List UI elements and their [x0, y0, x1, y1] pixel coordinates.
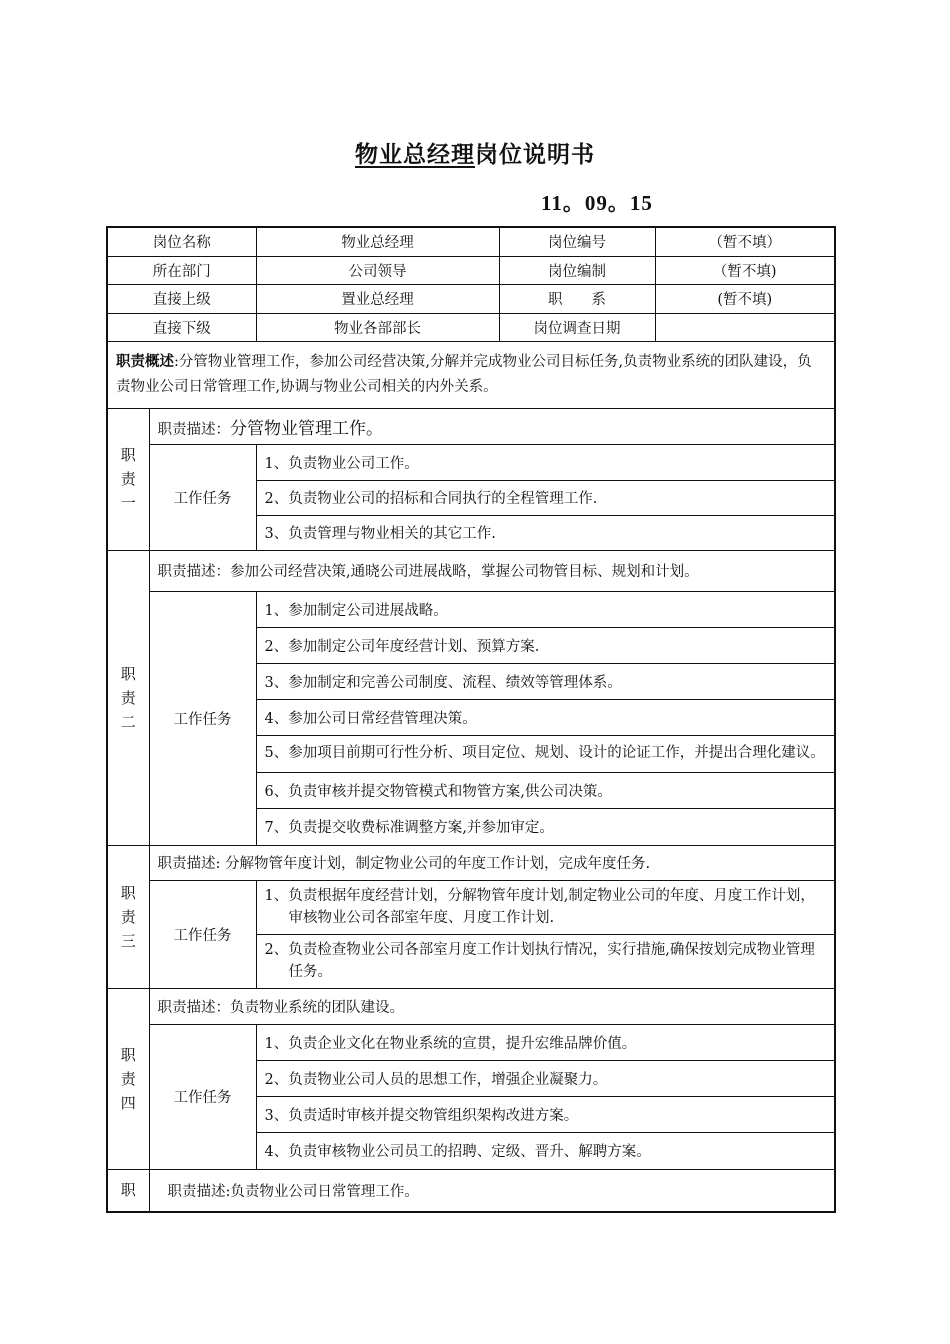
info-row-department — [107, 256, 835, 284]
duty-3-desc-text: 分解物管年度计划，制定物业公司的年度工作计划，完成年度任务. — [225, 856, 651, 872]
task-row — [107, 591, 835, 627]
value-post-name: 物业总经理 — [256, 227, 499, 256]
duty-4-task-2: 2、负责物业公司人员的思想工作，增强企业凝聚力。 — [256, 1060, 835, 1096]
duty-1-desc-text: 分管物业管理工作。 — [230, 418, 383, 439]
duty-2-task-5: 5、参加项目前期可行性分析、项目定位、规划、设计的论证工作，并提出合理化建议。 — [256, 735, 835, 772]
duty-5-desc-row — [107, 1169, 835, 1212]
info-row-subordinate — [107, 313, 835, 341]
duty-2-task-3: 3、参加制定和完善公司制度、流程、绩效等管理体系。 — [256, 663, 835, 699]
duty-4-name — [107, 988, 149, 1169]
duty-3-desc-label: 职责描述: — [157, 856, 221, 872]
duty-2-desc-label: 职责描述： — [157, 564, 230, 580]
info-row-post-name — [107, 227, 835, 256]
duty-2-desc-row — [107, 550, 835, 591]
duty-1-task-label: 工作任务 — [149, 444, 256, 550]
duty-3-name-text: 职 责 三 — [120, 883, 136, 950]
duty-1-desc-label: 职责描述： — [157, 421, 230, 438]
value-superior: 置业总经理 — [256, 284, 499, 313]
value-headcount: （暂不填) — [655, 256, 835, 284]
duty-2-desc-text: 参加公司经营决策,通晓公司进展战略，掌握公司物管目标、规划和计划。 — [230, 564, 699, 580]
duty-3-name — [107, 845, 149, 988]
label-survey-date: 岗位调查日期 — [499, 313, 655, 341]
duty-2-task-6: 6、负责审核并提交物管模式和物管方案,供公司决策。 — [256, 772, 835, 808]
duty-3-task-1: 1、负责根据年度经营计划，分解物管年度计划,制定物业公司的年度、月度工作计划，审核物业公司各部室年度、月度工作计划. — [256, 880, 835, 934]
document-title — [0, 136, 950, 169]
label-subordinate: 直接下级 — [107, 313, 256, 341]
duty-4-task-1: 1、负责企业文化在物业系统的宣贯，提升宏维品牌价值。 — [256, 1024, 835, 1060]
summary-label: 职责概述 — [116, 353, 174, 370]
title-position-name: 物业总经理 — [355, 142, 475, 168]
duty-4-description — [149, 988, 835, 1024]
label-department: 所在部门 — [107, 256, 256, 284]
duty-3-task-label: 工作任务 — [149, 880, 256, 988]
duty-2-description — [149, 550, 835, 591]
duty-4-name-text: 职 责 四 — [120, 1045, 136, 1112]
label-superior: 直接上级 — [107, 284, 256, 313]
job-description-table — [106, 226, 836, 1213]
duty-3-description — [149, 845, 835, 880]
duty-2-name-text: 职 责 二 — [120, 664, 136, 731]
duty-4-task-label: 工作任务 — [149, 1024, 256, 1169]
title-suffix: 岗位说明书 — [475, 142, 595, 168]
duty-1-desc-row — [107, 408, 835, 444]
duty-4-desc-label: 职责描述： — [157, 999, 230, 1016]
duty-3-task-2: 2、负责检查物业公司各部室月度工作计划执行情况，实行措施,确保按划完成物业管理任务。 — [256, 934, 835, 988]
label-post-code: 岗位编号 — [499, 227, 655, 256]
value-job-family: (暂不填) — [655, 284, 835, 313]
label-post-name: 岗位名称 — [107, 227, 256, 256]
duty-1-task-2: 2、负责物业公司的招标和合同执行的全程管理工作. — [256, 480, 835, 515]
duty-2-task-label: 工作任务 — [149, 591, 256, 845]
duty-5-description — [149, 1169, 835, 1212]
value-department: 公司领导 — [256, 256, 499, 284]
value-survey-date — [655, 313, 835, 341]
duty-4-desc-row — [107, 988, 835, 1024]
document-date: 11。09。15 — [541, 191, 653, 215]
info-row-superior — [107, 284, 835, 313]
value-subordinate: 物业各部部长 — [256, 313, 499, 341]
duty-4-task-3: 3、负责适时审核并提交物管组织架构改进方案。 — [256, 1096, 835, 1132]
value-post-code: （暂不填） — [655, 227, 835, 256]
duty-1-name-text: 职 责 一 — [120, 446, 136, 512]
duty-2-task-2: 2、参加制定公司年度经营计划、预算方案. — [256, 627, 835, 663]
task-row — [107, 444, 835, 480]
summary-text: :分管物业管理工作，参加公司经营决策,分解并完成物业公司目标任务,负责物业系统的团队建设，负责物业公司日常管理工作,协调与物业公司相关的内外关系。 — [116, 353, 812, 395]
duty-1-name — [107, 408, 149, 550]
duty-2-task-7: 7、负责提交收费标准调整方案,并参加审定。 — [256, 808, 835, 845]
duty-4-desc-text: 负责物业系统的团队建设。 — [230, 999, 404, 1016]
duty-2-task-1: 1、参加制定公司进展战略。 — [256, 591, 835, 627]
duty-summary — [107, 341, 835, 408]
duty-5-name: 职 — [107, 1169, 149, 1212]
label-job-family: 职 系 — [499, 284, 655, 313]
duty-2-task-4: 4、参加公司日常经营管理决策。 — [256, 699, 835, 735]
duty-1-description — [149, 408, 835, 444]
duty-2-name — [107, 550, 149, 845]
label-headcount: 岗位编制 — [499, 256, 655, 284]
duty-3-desc-row — [107, 845, 835, 880]
task-row — [107, 1024, 835, 1060]
summary-row — [107, 341, 835, 408]
duty-5-desc-label: 职责描述: — [167, 1183, 231, 1200]
duty-1-task-3: 3、负责管理与物业相关的其它工作. — [256, 515, 835, 550]
duty-4-task-4: 4、负责审核物业公司员工的招聘、定级、晋升、解聘方案。 — [256, 1132, 835, 1169]
duty-5-desc-text: 负责物业公司日常管理工作。 — [230, 1183, 419, 1200]
task-row — [107, 880, 835, 934]
duty-1-task-1: 1、负责物业公司工作。 — [256, 444, 835, 480]
